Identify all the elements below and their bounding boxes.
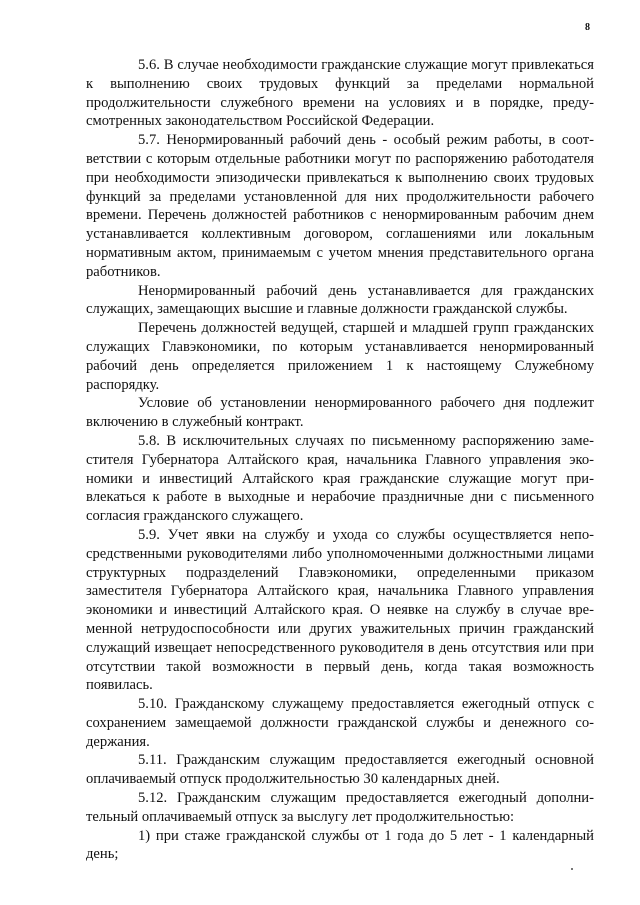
paragraph-5-6: 5.6. В случае необходимости гражданские служащие могут привлекаться к выполнению своих трудовых функций за пределами нормальной продолжительности служебного времени на условиях и в порядке, предусмотренных законодательством Российской Федерации. (86, 57, 594, 130)
page-number: 8 (585, 22, 590, 33)
paragraph-5-10: 5.10. Гражданскому служащему предоставляется ежегодный отпуск с сохранением замещаемой должности гражданской службы и денежного содержания. (86, 696, 594, 750)
paragraph-5-8: 5.8. В исключительных случаях по письменному распоряжению заместителя Губернатора Алтайского края, начальника Главного управления экономики и инвестиций Алтайского края гражданские служащие могут привлекаться к работе в выходные и нерабочие праздничные дни с письменного согласия гражданского служащего. (86, 432, 594, 525)
paragraph-unregulated-day-positions: Ненормированный рабочий день устанавливается для гражданских служащих, замещающих высшие и главные должности гражданской службы. (86, 282, 594, 318)
document-body (86, 56, 594, 864)
paragraph-5-7: 5.7. Ненормированный рабочий день - особый режим работы, в соответствии с которым отдельные работники могут по распоряжению работодателя при необходимости эпизодически привлекаться к выполнению своих трудовых функций за пределами установленной для них продолжительности рабочего времени. Перечень должностей работников с ненормированным рабочим днем устанавливается коллективным договором, соглашениями или локальным нормативным актом, принимаемым с учетом мнения представительного органа работников. (86, 132, 594, 280)
paragraph-list-item-1: 1) при стаже гражданской службы от 1 года до 5 лет - 1 календарный день; (86, 827, 594, 863)
scan-speck (571, 868, 573, 870)
paragraph-positions-list: Перечень должностей ведущей, старшей и младшей групп гражданских служащих Главэкономики, по которым устанавливается ненормированный рабочий день определяется приложением 1 к настоящему Служебному распорядку. (86, 320, 594, 393)
paragraph-contract-condition: Условие об установлении ненормированного рабочего дня подлежит включению в служебный контракт. (86, 395, 594, 431)
paragraph-5-9: 5.9. Учет явки на службу и ухода со службы осуществляется непосредственными руководителями либо уполномоченными должностными лицами структурных подразделений Главэкономики, определенными приказом заместителя Губернатора Алтайского края, начальника Главного управления экономики и инвестиций Алтайского края. О неявке на службу в случае временной нетрудоспособности или других уважительных причин гражданский служащий извещает непосредственного руководителя в день отсутствия или при отсутствии такой возможности в первый день, когда такая возможность появилась. (86, 526, 594, 694)
paragraph-5-11: 5.11. Гражданским служащим предоставляется ежегодный основной оплачиваемый отпуск продолжительностью 30 календарных дней. (86, 752, 594, 788)
paragraph-5-12: 5.12. Гражданским служащим предоставляется ежегодный дополнительный оплачиваемый отпуск за выслугу лет продолжительностью: (86, 790, 594, 825)
